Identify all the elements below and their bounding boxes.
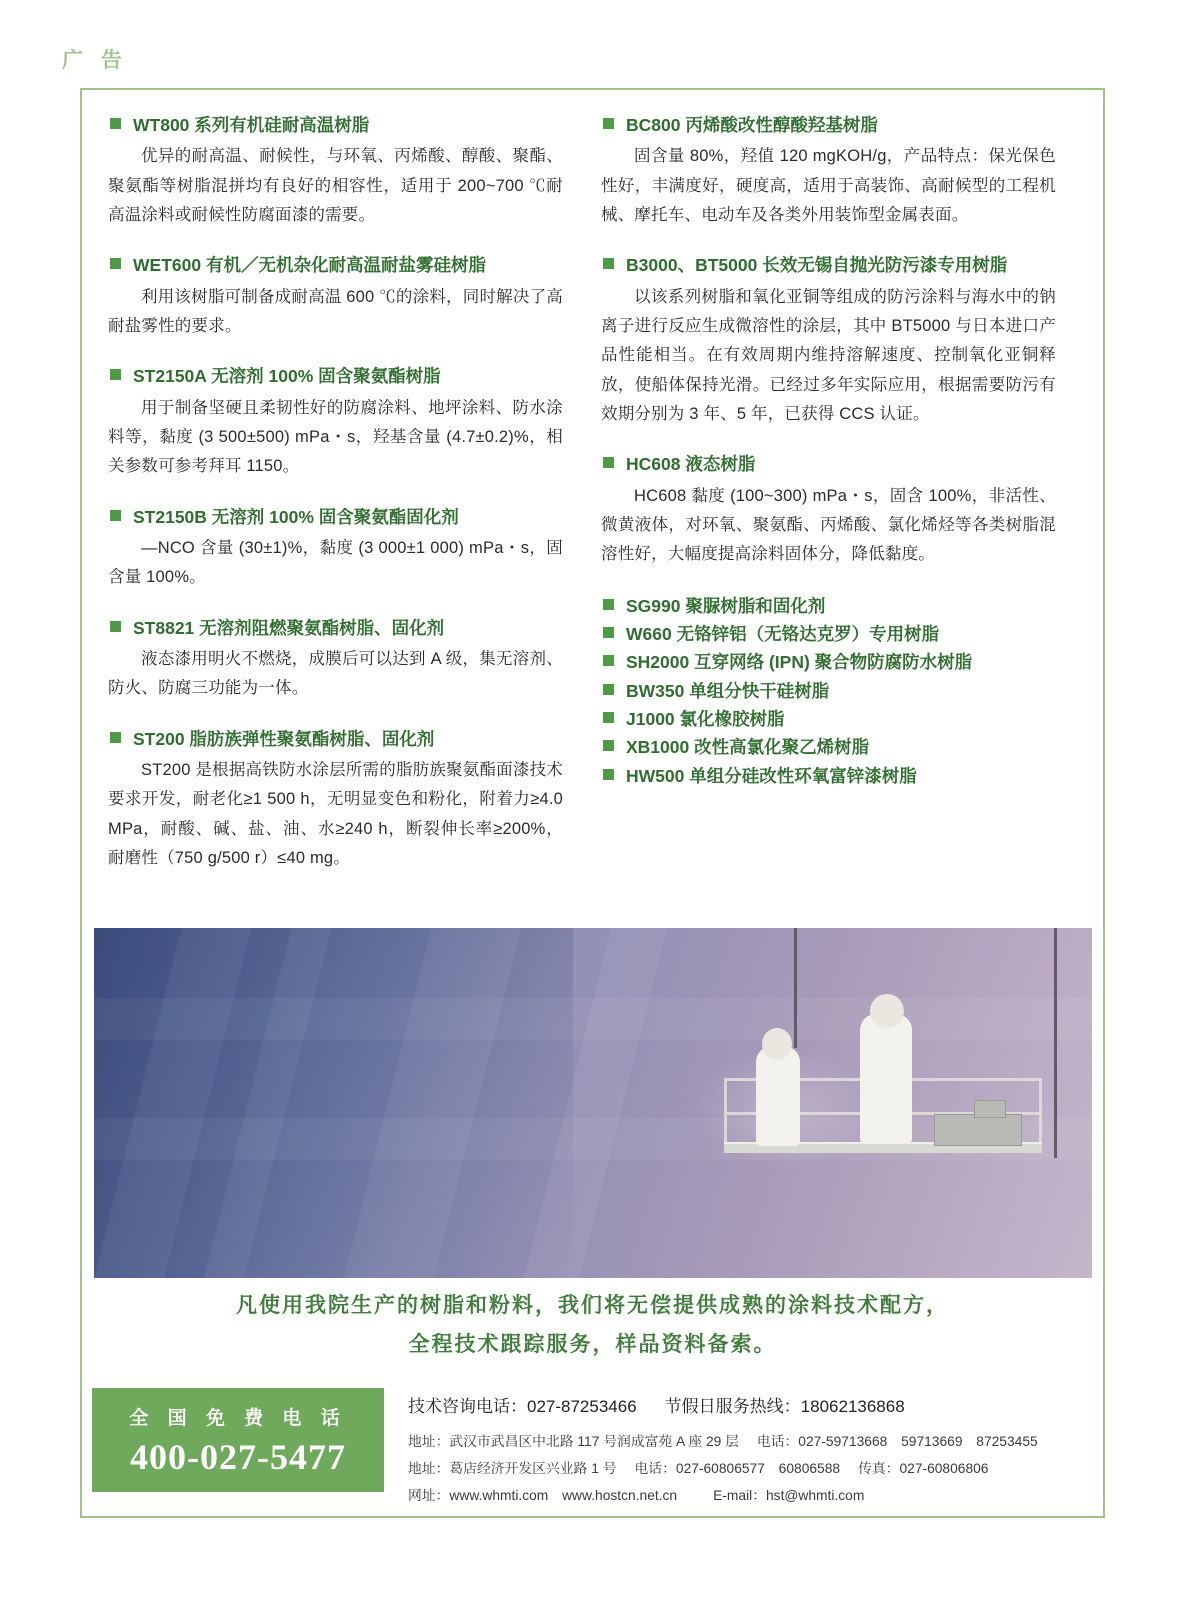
list-item [601,648,1056,676]
bullet-square-icon [110,621,121,632]
address-row-2 [408,1456,1038,1483]
product-title [601,252,1056,278]
list-item [601,620,1056,648]
suspension-cable [794,928,797,1048]
address-1-phone: 电话：027-59713668 59713669 87253455 [756,1434,1038,1450]
product-block [108,615,563,704]
bullet-square-icon [603,740,614,751]
product-block [108,726,563,874]
product-title [108,112,563,138]
product-body: 利用该树脂可制备成耐高温 600 ℃的涂料，同时解决了高耐盐雾性的要求。 [108,287,563,335]
product-title-text: HC608 液态树脂 [626,454,756,475]
ship-painting-photo [94,928,1092,1278]
hotline-label: 全 国 免 费 电 话 [129,1407,347,1429]
list-item-label: HW500 单组分硅改性环氧富锌漆树脂 [626,765,917,786]
list-item [601,705,1056,733]
holiday-phone: 节假日服务热线：18062136868 [664,1397,905,1416]
bullet-square-icon [110,369,121,380]
bullet-square-icon [603,655,614,666]
list-item [601,677,1056,705]
list-item-label: XB1000 改性高氯化聚乙烯树脂 [626,737,870,758]
right-column [601,112,1056,895]
product-body: 固含量 80%，羟值 120 mgKOH/g，产品特点：保光保色性好，丰满度好，硬度高，适用于高装饰、高耐候型的工程机械、摩托车、电动车及各类外用装饰型金属表面。 [601,147,1056,224]
address-2-phone: 电话：027-60806577 60806588 [634,1461,841,1477]
product-title [601,451,1056,477]
equipment-box [974,1100,1006,1118]
bullet-square-icon [603,769,614,780]
bullet-square-icon [603,258,614,269]
list-item [601,733,1056,761]
product-title-text: WT800 系列有机硅耐高温树脂 [133,115,370,135]
product-title [601,112,1056,138]
product-title-text: B3000、BT5000 长效无锡自抛光防污漆专用树脂 [626,255,1008,276]
bullet-square-icon [603,599,614,610]
product-block [108,363,563,481]
product-block [108,252,563,341]
worker-hood [870,994,904,1028]
ad-label: 广 告 [62,49,128,72]
product-block [108,112,563,230]
product-title [108,252,563,278]
list-item [601,592,1056,620]
product-title [108,363,563,389]
list-item-label: BW350 单组分快干硅树脂 [626,680,830,701]
product-title-text: WET600 有机／无机杂化耐高温耐盐雾硅树脂 [133,255,486,276]
bullet-square-icon [603,712,614,723]
slogan-line-1: 凡使用我院生产的树脂和粉料，我们将无偿提供成熟的涂料技术配方， [236,1293,949,1317]
hotline-badge [92,1388,384,1492]
address-2: 地址：葛店经济开发区兴业路 1 号 [408,1461,617,1477]
product-title-text: ST2150A 无溶剂 100% 固含聚氨酯树脂 [133,366,441,387]
bullet-square-icon [603,457,614,468]
slogan [82,1286,1103,1364]
list-item-label: J1000 氯化橡胶树脂 [626,709,785,730]
tech-phone: 技术咨询电话：027-87253466 [408,1397,637,1416]
worker-figure [756,1046,800,1146]
hotline-number[interactable]: 400-027-5477 [130,1436,346,1477]
worker-figure [860,1014,912,1144]
product-block [601,451,1056,569]
address-row-1 [408,1429,1038,1456]
bullet-square-icon [110,258,121,269]
fax-number: 传真：027-60806806 [858,1461,989,1477]
email[interactable]: E-mail：hst@whmti.com [713,1487,865,1503]
product-title [108,615,563,641]
product-body: 以该系列树脂和氧化亚铜等组成的防污涂料与海水中的钠离子进行反应生成微溶性的涂层，其中 BT5000 与日本进口产品性能相当。在有效周期内维持溶解速度、控制氧化亚铜释放，使船体保持光滑。已经过多年实际应用，根据需要防污有效期分别为 3 年、5 年，已获得 CCS 认证。 [601,287,1056,424]
product-block [601,112,1056,230]
contact-info [408,1380,1038,1510]
product-title [108,726,563,752]
product-body: 优异的耐高温、耐候性，与环氧、丙烯酸、醇酸、聚酯、聚氨酯等树脂混拼均有良好的相容性，适用于 200~700 ℃耐高温涂料或耐候性防腐面漆的需要。 [108,147,563,224]
website[interactable]: 网址：www.whmti.com www.hostcn.net.cn [408,1487,678,1503]
two-column-layout [82,90,1103,895]
product-name-list [601,592,1056,790]
list-item [601,762,1056,790]
product-body: HC608 黏度 (100~300) mPa・s，固含 100%，非活性、微黄液体，对环氧、聚氨酯、丙烯酸、氯化烯烃等各类树脂混溶性好，大幅度提高涂料固体分，降低黏度。 [601,486,1056,564]
slogan-line-2: 全程技术跟踪服务，样品资料备索。 [408,1331,777,1356]
product-title-text: ST200 脂肪族弹性聚氨酯树脂、固化剂 [133,728,435,749]
product-block [601,252,1056,429]
bullet-square-icon [110,510,121,521]
list-item-label: SG990 聚脲树脂和固化剂 [626,595,826,616]
bullet-square-icon [110,118,121,129]
equipment-box [934,1114,1022,1146]
product-title [108,504,563,530]
bullet-square-icon [603,684,614,695]
product-title-text: ST2150B 无溶剂 100% 固含聚氨酯固化剂 [133,506,459,527]
product-body: ST200 是根据高铁防水涂层所需的脂肪族聚氨酯面漆技术要求开发，耐老化≥1 500 h，无明显变色和粉化，附着力≥4.0 MPa，耐酸、碱、盐、油、水≥240 h，断裂伸长率≥200%，耐磨性（750 g/500 r）≤40 mg。 [108,760,563,867]
list-item-label: SH2000 互穿网络 (IPN) 聚合物防腐防水树脂 [626,652,973,673]
list-item-label: W660 无铬锌铝（无铬达克罗）专用树脂 [626,624,940,645]
product-body: 液态漆用明火不燃烧，成膜后可以达到 A 级，集无溶剂、防火、防腐三功能为一体。 [108,649,563,698]
web-row [408,1483,1038,1510]
left-column [108,112,563,895]
content-frame [80,88,1105,1518]
product-block [108,504,563,593]
worker-hood [762,1028,792,1060]
bullet-square-icon [603,627,614,638]
product-title-text: ST8821 无溶剂阻燃聚氨酯树脂、固化剂 [133,617,445,638]
product-title-text: BC800 丙烯酸改性醇酸羟基树脂 [626,115,878,135]
footer [82,1380,1103,1508]
product-body: 用于制备坚硬且柔韧性好的防腐涂料、地坪涂料、防水涂料等，黏度 (3 500±500) mPa・s，羟基含量 (4.7±0.2)%，相关参数可参考拜耳 1150。 [108,398,563,476]
product-body: —NCO 含量 (30±1)%，黏度 (3 000±1 000) mPa・s，固含量 100%。 [108,538,563,587]
address-1: 地址：武汉市武昌区中北路 117 号润成富苑 A 座 29 层 [408,1434,739,1450]
contact-phones-row [408,1390,1038,1423]
bullet-square-icon [603,118,614,129]
bullet-square-icon [110,732,121,743]
hull-band [94,998,1092,1040]
suspension-cable [1054,928,1057,1158]
